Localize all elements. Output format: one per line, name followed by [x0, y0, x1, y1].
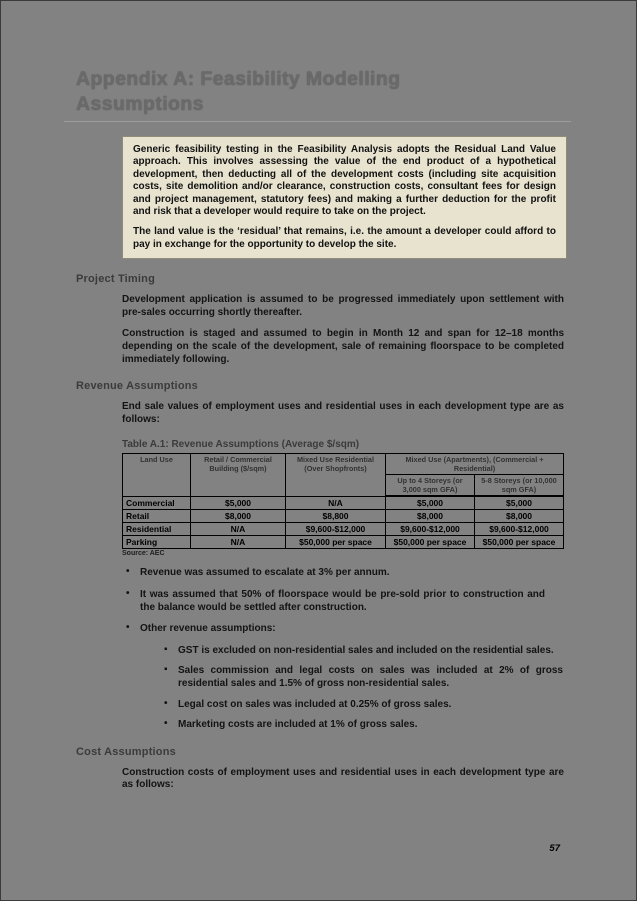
cell-land-use: Commercial [123, 496, 191, 510]
sub-bullet-marketing-costs [160, 719, 563, 732]
cell-value: $9,600-$12,000 [386, 523, 475, 536]
cell-value: $5,000 [386, 496, 475, 510]
cell-value: $50,000 per space [286, 536, 386, 549]
bullet-text: It was assumed that 50% of floorspace would be pre-sold prior to construction and the balance would be settled after construction. [140, 589, 545, 613]
project-timing-paragraph-2: Construction is staged and assumed to begin in Month 12 and span for 12–18 months depending on the scale of the development, sale of remaining floorspace to be completed immediately following. [122, 328, 564, 365]
cell-land-use: Retail [123, 510, 191, 523]
table-source-note: Source: AEC [122, 550, 165, 558]
sub-bullet-gst [160, 645, 563, 658]
bullet-icon: • [126, 566, 130, 578]
title-divider [64, 121, 571, 122]
cell-value: $9,600-$12,000 [286, 523, 386, 536]
section-heading-project-timing: Project Timing [76, 273, 155, 286]
page-title [76, 67, 564, 117]
cell-value: $5,000 [191, 496, 286, 510]
cost-intro-paragraph: Construction costs of employment uses and residential uses in each development type are as follows: [122, 766, 564, 791]
cell-value: $8,000 [386, 510, 475, 523]
bullet-icon: • [164, 697, 168, 709]
table-caption: Table A.1: Revenue Assumptions (Average $/sqm) [122, 439, 360, 451]
cell-land-use: Residential [123, 523, 191, 536]
bullet-icon: ▪ [164, 664, 168, 676]
col-header-retail-commercial: Retail / Commercial Building ($/sqm) [191, 454, 286, 497]
sub-bullet-sales-commission [160, 665, 563, 690]
page-number: 57 [549, 843, 560, 854]
page-title-line2: Assumptions [76, 93, 204, 115]
cell-value: $50,000 per space [475, 536, 564, 549]
bullet-text: Legal cost on sales was included at 0.25% of gross sales. [178, 698, 452, 710]
cell-value: $50,000 per space [386, 536, 475, 549]
bullet-icon: ▪ [164, 643, 168, 655]
page-content [1, 1, 636, 792]
page-title-line1: Appendix A: Feasibility Modelling [76, 68, 401, 90]
callout-paragraph: Generic feasibility testing in the Feasibility Analysis adopts the Residual Land Value approach. This involves assessing the value of the end product of a hypothetical development, then deducting all of the development costs (including site acquisition costs, site demolition and/or clearance, construction costs, consultant fees for design and project management, statutory fees) and making a further deduction for the profit and risk that a developer would require to take on the project. [133, 144, 556, 218]
bullet-other-revenue-assumptions [122, 622, 563, 732]
bullet-icon: • [126, 588, 130, 599]
revenue-intro-paragraph: End sale values of employment uses and residential uses in each development type are as follows: [122, 401, 564, 425]
revenue-bullet-list [122, 566, 563, 731]
revenue-assumptions-table [122, 453, 564, 549]
cell-value: $5,000 [475, 496, 564, 510]
cell-value: $8,800 [286, 510, 386, 523]
cell-value: N/A [191, 523, 286, 536]
cell-value: N/A [191, 536, 286, 549]
bullet-text: Revenue was assumed to escalate at 3% per annum. [140, 567, 390, 579]
table-row-retail [123, 510, 564, 523]
section-heading-revenue-assumptions: Revenue Assumptions [76, 380, 198, 393]
residual-land-value-callout [122, 136, 567, 259]
revenue-sub-bullet-list [160, 645, 563, 732]
bullet-icon: • [126, 622, 130, 634]
bullet-text: Marketing costs are included at 1% of gross sales. [178, 719, 418, 731]
cell-value: $8,000 [191, 510, 286, 523]
cell-land-use: Parking [123, 536, 191, 549]
section-heading-cost-assumptions: Cost Assumptions [76, 745, 176, 758]
bullet-text: Other revenue assumptions: [140, 623, 276, 635]
project-timing-paragraph-1: Development application is assumed to be progressed immediately upon settlement with pre-sales occurring shortly thereafter. [122, 294, 564, 318]
cell-value: N/A [286, 496, 386, 510]
sub-bullet-legal-cost [160, 699, 563, 712]
bullet-revenue-escalation [122, 567, 545, 580]
table-row-residential [123, 523, 564, 536]
col-header-land-use: Land Use [123, 454, 191, 497]
table-row-parking [123, 536, 564, 549]
table-row-commercial [123, 496, 564, 510]
bullet-icon: • [164, 718, 168, 730]
callout-paragraph: The land value is the ‘residual’ that remains, i.e. the amount a developer could afford to pay in exchange for the opportunity to develop the site. [133, 226, 556, 250]
col-header-mixed-use-group: Mixed Use (Apartments), (Commercial + Residential) [386, 454, 564, 475]
bullet-text: Sales commission and legal costs on sales was included at 2% of gross residential sales and 1.5% of gross non-residential sales. [178, 665, 563, 689]
table-header-row-1 [123, 454, 564, 475]
bullet-presold-floorspace [122, 589, 545, 614]
cell-value: $9,600-$12,000 [475, 523, 564, 536]
col-header-mixed-use-resi: Mixed Use Residential (Over Shopfronts) [286, 454, 386, 497]
col-header-storeys-low: Up to 4 Storeys (or 3,000 sqm GFA) [386, 475, 475, 497]
bullet-text: GST is excluded on non-residential sales and included on the residential sales. [178, 644, 554, 656]
cell-value: $8,000 [475, 510, 564, 523]
col-header-storeys-high: 5-8 Storeys (or 10,000 sqm GFA) [475, 475, 564, 497]
